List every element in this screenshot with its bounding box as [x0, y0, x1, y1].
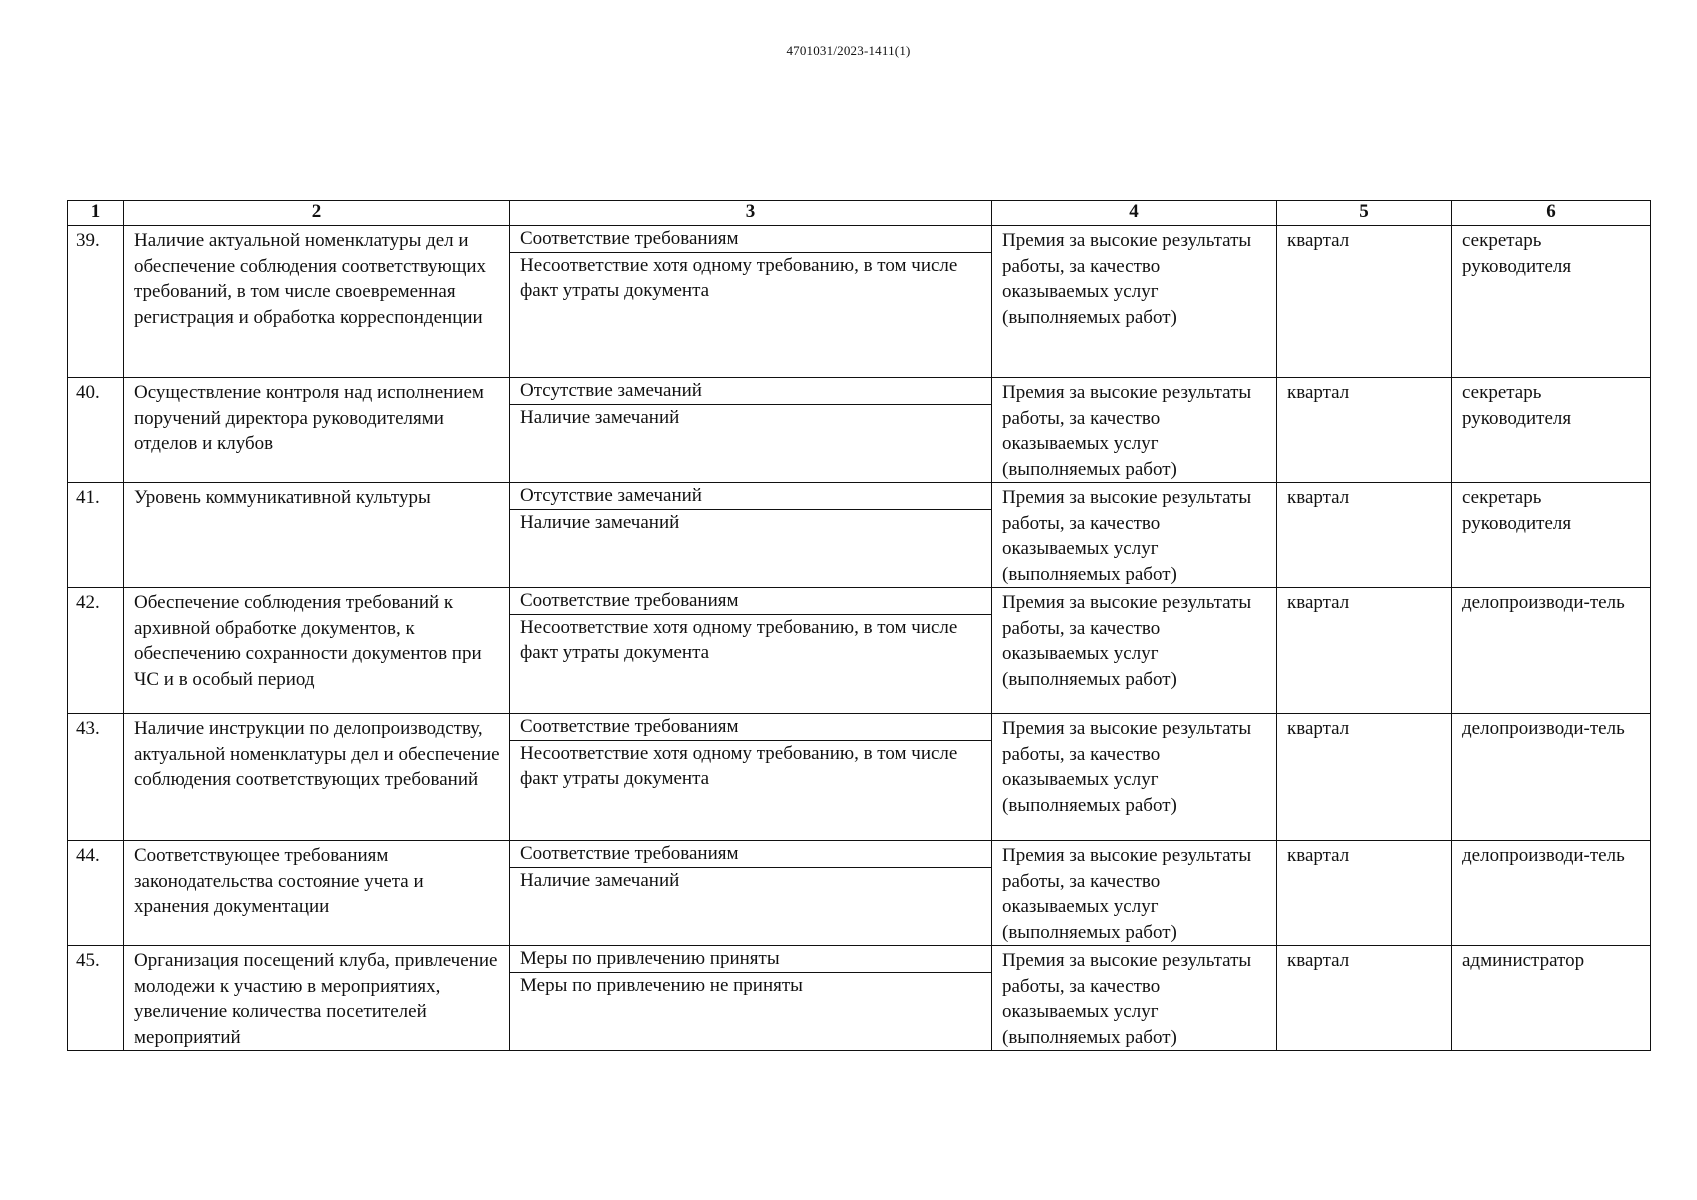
- column-number: 5: [1277, 201, 1452, 226]
- table-row: [68, 841, 1651, 946]
- payment-cell: Премия за высокие результаты работы, за качество оказываемых услуг (выполняемых работ): [992, 946, 1277, 1051]
- column-number: 6: [1452, 201, 1651, 226]
- payment-cell: Премия за высокие результаты работы, за качество оказываемых услуг (выполняемых работ): [992, 226, 1277, 378]
- criterion-positive: Отсутствие замечаний: [510, 483, 991, 510]
- payment-cell: Премия за высокие результаты работы, за качество оказываемых услуг (выполняемых работ): [992, 714, 1277, 841]
- period-cell: квартал: [1277, 714, 1452, 841]
- column-number: 2: [124, 201, 510, 226]
- indicator-cell: Осуществление контроля над исполнением поручений директора руководителями отделов и клубов: [124, 378, 510, 483]
- indicator-cell: Соответствующее требованиям законодательства состояние учета и хранения документации: [124, 841, 510, 946]
- position-cell: делопроизводи-тель: [1452, 841, 1651, 946]
- indicator-cell: Уровень коммуникативной культуры: [124, 483, 510, 588]
- criterion-positive: Соответствие требованиям: [510, 714, 991, 741]
- criteria-cell: [510, 588, 992, 714]
- row-number: 41.: [68, 483, 124, 588]
- period-cell: квартал: [1277, 378, 1452, 483]
- period-cell: квартал: [1277, 841, 1452, 946]
- position-cell: администратор: [1452, 946, 1651, 1051]
- payment-cell: Премия за высокие результаты работы, за качество оказываемых услуг (выполняемых работ): [992, 483, 1277, 588]
- column-number: 3: [510, 201, 992, 226]
- payment-cell: Премия за высокие результаты работы, за качество оказываемых услуг (выполняемых работ): [992, 841, 1277, 946]
- criterion-positive: Отсутствие замечаний: [510, 378, 991, 405]
- criterion-negative: Наличие замечаний: [520, 406, 680, 428]
- criteria-cell: [510, 226, 992, 378]
- table-row: [68, 378, 1651, 483]
- row-number: 43.: [68, 714, 124, 841]
- column-number: 4: [992, 201, 1277, 226]
- column-number-row: [68, 201, 1651, 226]
- table-row: [68, 946, 1651, 1051]
- position-cell: секретарь руководителя: [1452, 226, 1651, 378]
- criterion-positive: Соответствие требованиям: [510, 841, 991, 868]
- criteria-cell: [510, 714, 992, 841]
- position-cell: делопроизводи-тель: [1452, 588, 1651, 714]
- criterion-negative: Меры по привлечению не приняты: [520, 974, 803, 996]
- payment-cell: Премия за высокие результаты работы, за качество оказываемых услуг (выполняемых работ): [992, 378, 1277, 483]
- criteria-cell: [510, 483, 992, 588]
- position-cell: секретарь руководителя: [1452, 378, 1651, 483]
- row-number: 44.: [68, 841, 124, 946]
- criterion-positive: Соответствие требованиям: [510, 226, 991, 253]
- table-row: [68, 226, 1651, 378]
- criterion-negative: Наличие замечаний: [520, 511, 680, 533]
- indicator-cell: Наличие инструкции по делопроизводству, актуальной номенклатуры дел и обеспечение соблюдения соответствующих требований: [124, 714, 510, 841]
- table-row: [68, 483, 1651, 588]
- position-cell: делопроизводи-тель: [1452, 714, 1651, 841]
- indicator-cell: Наличие актуальной номенклатуры дел и обеспечение соблюдения соответствующих требований, в том числе своевременная регистрация и обработка корреспонденции: [124, 226, 510, 378]
- period-cell: квартал: [1277, 483, 1452, 588]
- document-number: 4701031/2023-1411(1): [786, 43, 911, 58]
- period-cell: квартал: [1277, 946, 1452, 1051]
- criterion-negative: Несоответствие хотя одному требованию, в том числе факт утраты документа: [520, 254, 958, 301]
- row-number: 45.: [68, 946, 124, 1051]
- criteria-cell: [510, 378, 992, 483]
- column-number: 1: [68, 201, 124, 226]
- criterion-negative: Несоответствие хотя одному требованию, в том числе факт утраты документа: [520, 616, 958, 663]
- criterion-positive: Меры по привлечению приняты: [510, 946, 991, 973]
- period-cell: квартал: [1277, 226, 1452, 378]
- row-number: 39.: [68, 226, 124, 378]
- indicator-cell: Организация посещений клуба, привлечение молодежи к участию в мероприятиях, увеличение количества посетителей мероприятий: [124, 946, 510, 1051]
- row-number: 42.: [68, 588, 124, 714]
- period-cell: квартал: [1277, 588, 1452, 714]
- criterion-negative: Несоответствие хотя одному требованию, в том числе факт утраты документа: [520, 742, 958, 789]
- row-number: 40.: [68, 378, 124, 483]
- criterion-negative: Наличие замечаний: [520, 869, 680, 891]
- table-row: [68, 588, 1651, 714]
- indicator-cell: Обеспечение соблюдения требований к архивной обработке документов, к обеспечению сохранности документов при ЧС и в особый период: [124, 588, 510, 714]
- payment-cell: Премия за высокие результаты работы, за качество оказываемых услуг (выполняемых работ): [992, 588, 1277, 714]
- criteria-cell: [510, 946, 992, 1051]
- criteria-table: [67, 200, 1651, 1051]
- criterion-positive: Соответствие требованиям: [510, 588, 991, 615]
- table-row: [68, 714, 1651, 841]
- criteria-cell: [510, 841, 992, 946]
- position-cell: секретарь руководителя: [1452, 483, 1651, 588]
